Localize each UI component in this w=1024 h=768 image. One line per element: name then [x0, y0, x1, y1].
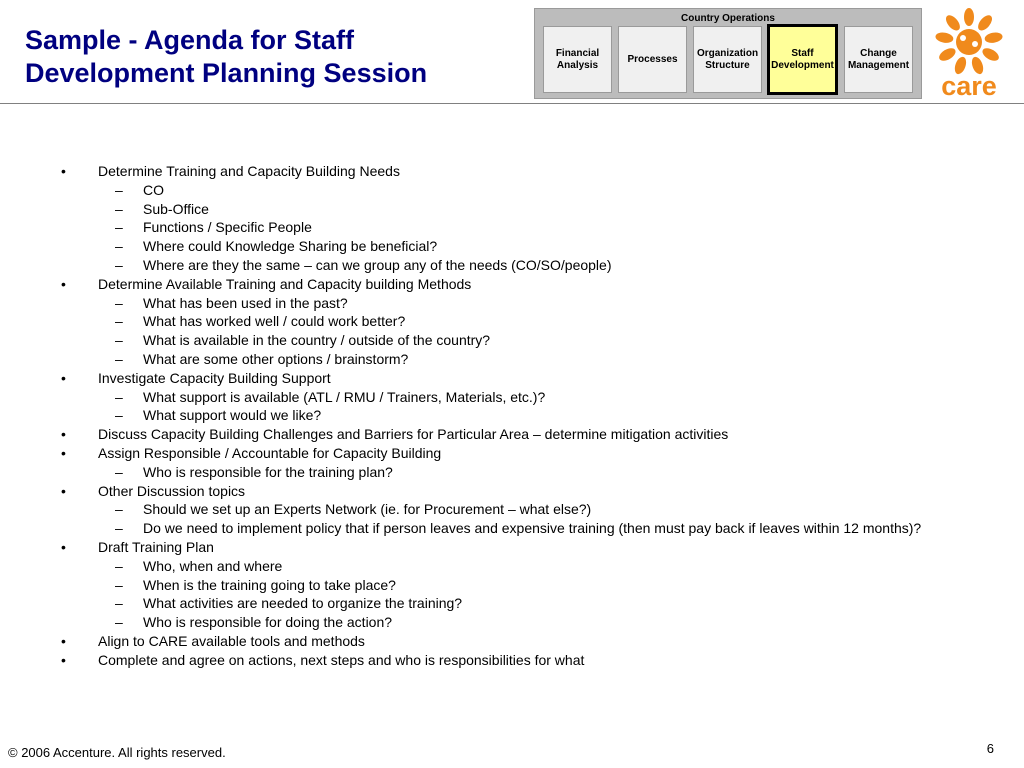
bullet-marker: • — [61, 275, 66, 292]
dash-marker: – — [115, 557, 123, 574]
dash-marker: – — [115, 313, 123, 330]
agenda-subitem — [0, 312, 1024, 331]
bullet-marker: • — [61, 651, 66, 668]
agenda-item — [0, 651, 1024, 670]
nav-box-financial-analysis — [543, 26, 612, 93]
agenda-subitem — [0, 218, 1024, 237]
agenda-subitem — [0, 613, 1024, 632]
agenda-item-text: Where could Knowledge Sharing be beneficial? — [143, 238, 438, 255]
bullet-marker: • — [61, 538, 66, 555]
nav-box-label: Staff — [791, 47, 814, 59]
nav-box-label: Organization — [696, 47, 759, 59]
dash-marker: – — [115, 350, 123, 367]
slide-title-line-1: Sample - Agenda for Staff — [25, 25, 355, 55]
agenda-subitem — [0, 237, 1024, 256]
bullet-marker: • — [61, 369, 66, 386]
agenda-item-text: Other Discussion topics — [98, 482, 246, 499]
agenda-subitem — [0, 256, 1024, 275]
agenda-item-text: Draft Training Plan — [98, 538, 214, 555]
bullet-marker: • — [61, 163, 66, 179]
dash-marker: – — [115, 576, 123, 593]
agenda-subitem — [0, 181, 1024, 200]
agenda-item-text: When is the training going to take place? — [143, 576, 396, 593]
agenda-item — [0, 482, 1024, 501]
agenda-item-text: What is available in the country / outside of the country? — [143, 332, 491, 349]
bullet-marker: • — [61, 482, 66, 499]
dash-marker: – — [115, 595, 123, 612]
agenda-item — [0, 425, 1024, 444]
nav-box-change-management — [844, 26, 913, 93]
dash-marker: – — [115, 463, 123, 480]
dash-marker: – — [115, 388, 123, 405]
nav-box-label: Analysis — [556, 59, 599, 71]
agenda-item-text: Who is responsible for the training plan? — [143, 463, 393, 480]
agenda-item-text: What has been used in the past? — [143, 294, 348, 311]
nav-box-label: Financial — [555, 47, 600, 59]
agenda-subitem — [0, 463, 1024, 482]
agenda-item-text: What are some other options / brainstorm? — [143, 350, 409, 367]
dash-marker: – — [115, 332, 123, 349]
agenda-item-text: Should we set up an Experts Network (ie. for Procurement – what else?) — [143, 501, 592, 518]
agenda-subitem — [0, 557, 1024, 576]
care-sunburst-icon — [927, 6, 1011, 98]
agenda-item — [0, 275, 1024, 294]
agenda-item-text: Align to CARE available tools and methods — [98, 632, 365, 649]
agenda-item-text: What support would we like? — [143, 407, 322, 424]
bullet-marker: • — [61, 426, 66, 443]
care-logo — [927, 6, 1011, 98]
dash-marker: – — [115, 294, 123, 311]
agenda-item-text: Assign Responsible / Accountable for Capacity Building — [98, 444, 442, 461]
agenda-item-text: Sub-Office — [143, 200, 209, 217]
agenda-item-text: What activities are needed to organize the training? — [143, 595, 463, 612]
agenda-subitem — [0, 388, 1024, 407]
agenda-item-text: Determine Available Training and Capacity building Methods — [98, 275, 472, 292]
agenda-item-text: Who is responsible for doing the action? — [143, 614, 393, 631]
logo-wordmark: care — [941, 71, 997, 98]
country-operations-nav — [534, 8, 922, 99]
nav-box-processes — [618, 26, 687, 93]
agenda-item — [0, 369, 1024, 388]
slide-title — [25, 24, 505, 90]
agenda-subitem — [0, 406, 1024, 425]
agenda-subitem — [0, 500, 1024, 519]
agenda-subitem — [0, 294, 1024, 313]
agenda-item-text: Do we need to implement policy that if person leaves and expensive training (then must pay back if leaves within 12 months)? — [143, 520, 922, 537]
agenda-subitem — [0, 519, 1024, 538]
slide-title-line-2: Development Planning Session — [25, 58, 428, 88]
agenda-item — [0, 162, 1024, 181]
agenda-item-text: Investigate Capacity Building Support — [98, 369, 331, 386]
agenda-subitem — [0, 331, 1024, 350]
agenda-item-text: Who, when and where — [143, 557, 283, 574]
title-divider — [0, 103, 1024, 104]
agenda-item-text: Complete and agree on actions, next steps and who is responsibilities for what — [98, 651, 585, 668]
agenda-item — [0, 632, 1024, 651]
agenda-subitem — [0, 594, 1024, 613]
agenda-item-text: CO — [143, 181, 164, 198]
nav-box-label: Structure — [705, 59, 750, 71]
agenda-list — [0, 162, 1024, 670]
agenda-item-text: Discuss Capacity Building Challenges and Barriers for Particular Area – determine mitigation activities — [98, 426, 729, 443]
agenda-item-text: What support is available (ATL / RMU / Trainers, Materials, etc.)? — [143, 388, 546, 405]
agenda-item-text: What has worked well / could work better? — [143, 313, 406, 330]
nav-box-label: Management — [847, 59, 910, 71]
dash-marker: – — [115, 520, 123, 537]
dash-marker: – — [115, 501, 123, 518]
dash-marker: – — [115, 219, 123, 236]
nav-box-label: Development — [771, 59, 834, 71]
agenda-item-text: Determine Training and Capacity Building Needs — [98, 163, 400, 179]
nav-heading: Country Operations — [681, 13, 775, 24]
nav-box-label: Processes — [627, 53, 678, 65]
nav-box-label: Change — [860, 47, 897, 59]
agenda-subitem — [0, 350, 1024, 369]
agenda-subitem — [0, 200, 1024, 219]
nav-box-organization-structure — [693, 26, 762, 93]
agenda-item — [0, 538, 1024, 557]
dash-marker: – — [115, 614, 123, 631]
copyright-footer: © 2006 Accenture. All rights reserved. — [8, 745, 226, 760]
dash-marker: – — [115, 407, 123, 424]
agenda-item-text: Where are they the same – can we group any of the needs (CO/SO/people) — [143, 256, 612, 273]
dash-marker: – — [115, 200, 123, 217]
dash-marker: – — [115, 256, 123, 273]
page-number: 6 — [986, 741, 994, 756]
dash-marker: – — [115, 181, 123, 198]
bullet-marker: • — [61, 444, 66, 461]
dash-marker: – — [115, 238, 123, 255]
agenda-item — [0, 444, 1024, 463]
agenda-subitem — [0, 576, 1024, 595]
bullet-marker: • — [61, 632, 66, 649]
nav-box-staff-development — [767, 24, 838, 95]
agenda-item-text: Functions / Specific People — [143, 219, 312, 236]
